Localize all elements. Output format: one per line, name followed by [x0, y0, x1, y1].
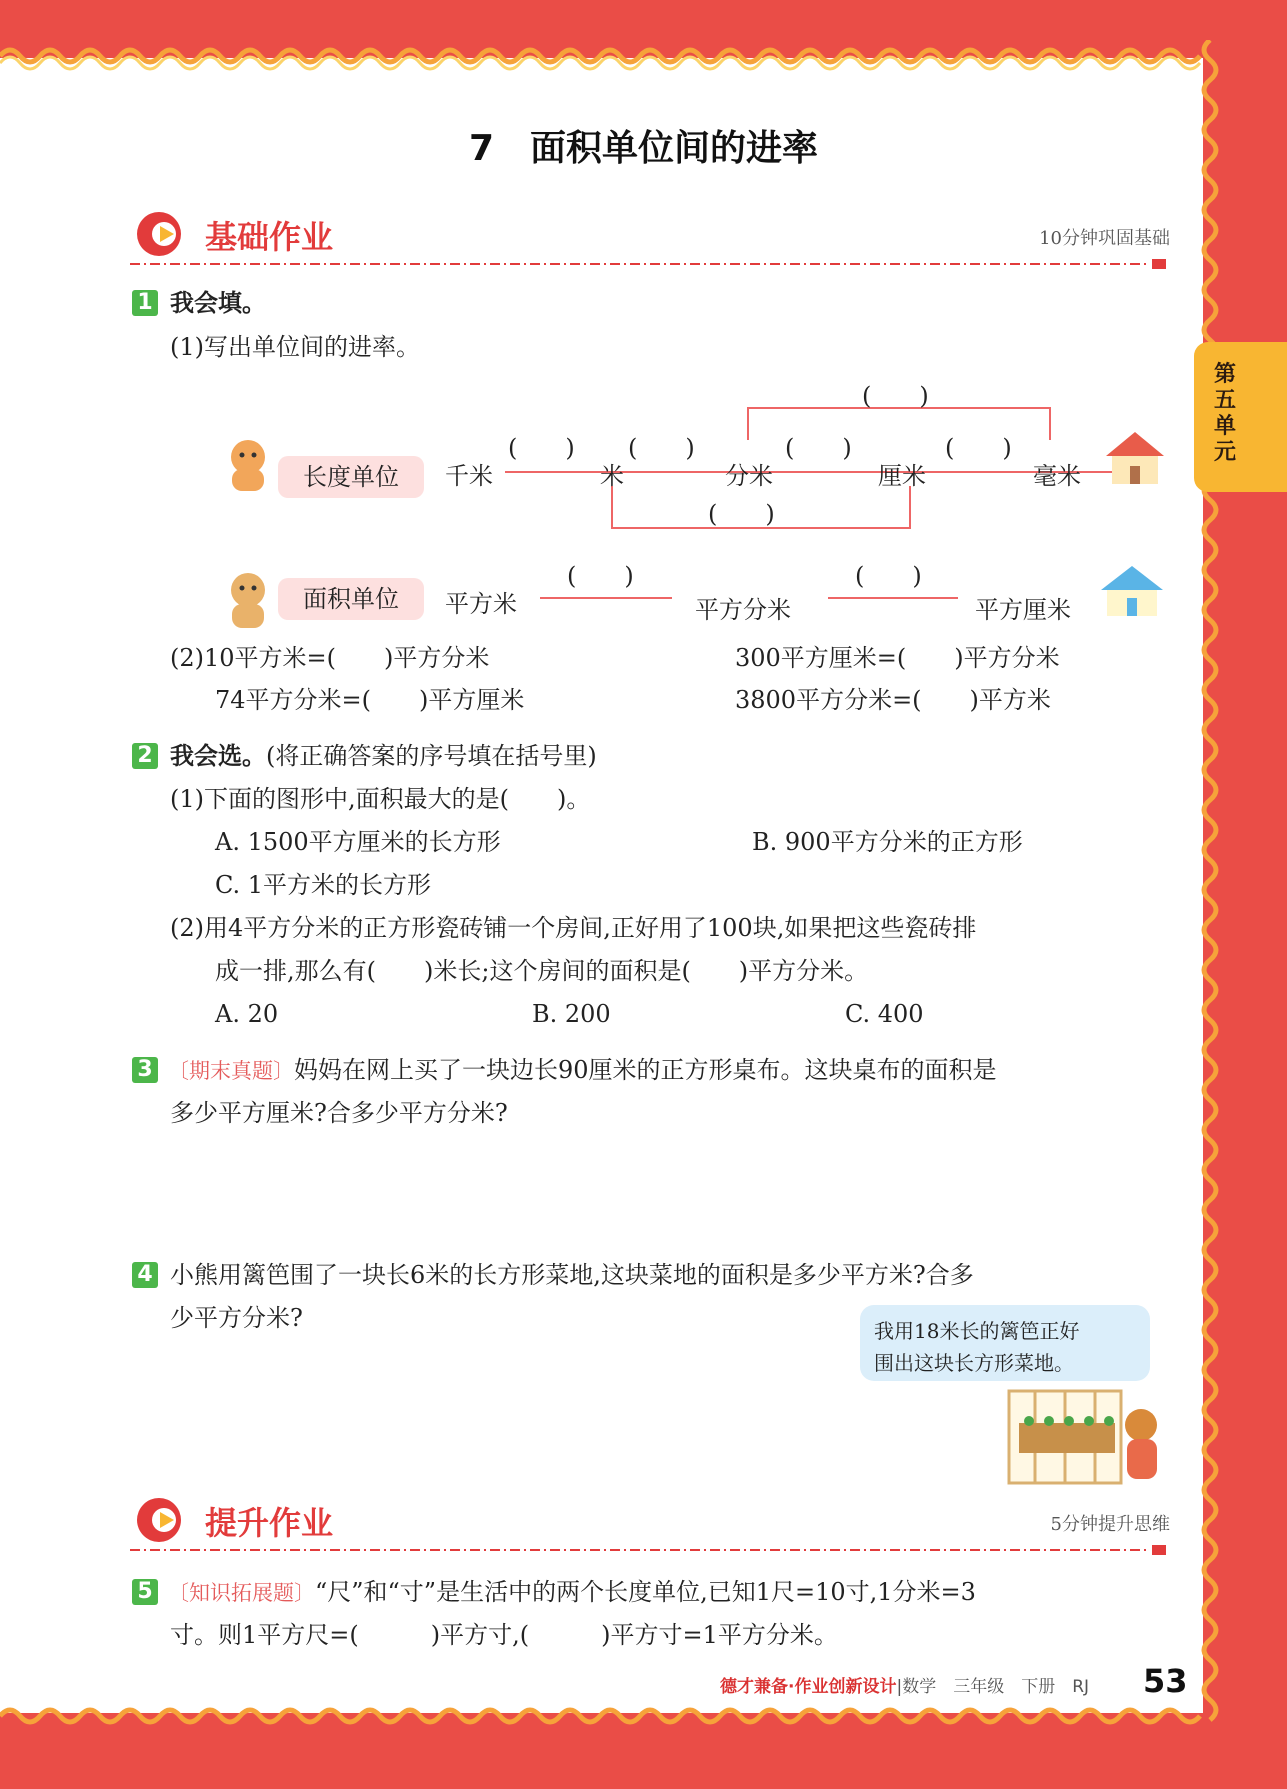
cat-cartoon-icon	[220, 435, 276, 495]
option-b: B. 900平方分米的正方形	[752, 828, 1023, 856]
unit-sq-m: 平方米	[445, 590, 517, 618]
unit-mm: 毫米	[1033, 462, 1081, 490]
footer-text: 德才兼备·作业创新设计|数学 三年级 下册 RJ	[720, 1677, 1090, 1697]
option-b: B. 200	[532, 1000, 611, 1028]
question-number: 4	[132, 1262, 158, 1288]
blank[interactable]: ( )	[708, 500, 775, 528]
blank[interactable]: ( )	[785, 434, 852, 462]
question-text: 〔期末真题〕妈妈在网上买了一块边长90厘米的正方形桌布。这块桌布的面积是	[168, 1056, 997, 1084]
fill-line: (2)10平方米=( )平方分米	[170, 644, 490, 672]
unit-side-tab: 第五单元	[1194, 342, 1287, 492]
bear-garden-illustration	[1005, 1383, 1165, 1488]
length-unit-label: 长度单位	[278, 456, 424, 498]
question-number: 3	[132, 1057, 158, 1083]
house-icon	[1100, 428, 1170, 488]
wavy-border-bottom	[0, 1696, 1210, 1736]
unit-m: 米	[600, 462, 624, 490]
dashed-divider	[130, 1544, 1170, 1556]
sub-question: (2)用4平方分米的正方形瓷砖铺一个房间,正好用了100块,如果把这些瓷砖排	[170, 914, 977, 942]
megaphone-icon	[130, 1492, 188, 1550]
question-number: 1	[132, 290, 158, 316]
fill-line: 74平方分米=( )平方厘米	[215, 686, 525, 714]
question-text-cont: 寸。则1平方尺=( )平方寸,( )平方寸=1平方分米。	[170, 1621, 838, 1649]
unit-cm: 厘米	[878, 462, 926, 490]
question-text-cont: 少平方分米?	[170, 1304, 303, 1332]
blank[interactable]: ( )	[567, 562, 634, 590]
unit-km: 千米	[445, 462, 493, 490]
question-number: 2	[132, 743, 158, 769]
length-unit-diagram	[0, 0, 1287, 640]
house-icon	[1095, 562, 1170, 620]
page-title: 7 面积单位间的进率	[468, 128, 819, 169]
unit-dm: 分米	[725, 462, 773, 490]
section-header-advanced: 提升作业 5分钟提升思维	[130, 1492, 1170, 1552]
question-text: 〔知识拓展题〕“尺”和“寸”是生活中的两个长度单位,已知1尺=10寸,1分米=3	[168, 1578, 976, 1606]
dog-cartoon-icon	[220, 568, 276, 632]
section-header-basic: 基础作业 10分钟巩固基础	[130, 206, 1170, 266]
question-number: 5	[132, 1579, 158, 1605]
sub-question: (1)写出单位间的进率。	[170, 333, 420, 361]
page-number: 53	[1143, 1662, 1188, 1700]
area-unit-label: 面积单位	[278, 578, 424, 620]
option-c: C. 1平方米的长方形	[215, 871, 432, 899]
option-c: C. 400	[845, 1000, 924, 1028]
unit-sq-cm: 平方厘米	[975, 596, 1071, 624]
blank[interactable]: ( )	[508, 434, 575, 462]
sub-question: (1)下面的图形中,面积最大的是( )。	[170, 785, 591, 813]
unit-sq-dm: 平方分米	[695, 596, 791, 624]
option-a: A. 20	[215, 1000, 279, 1028]
speech-bubble: 我用18米长的篱笆正好 围出这块长方形菜地。	[860, 1305, 1150, 1381]
question-text: 小熊用篱笆围了一块长6米的长方形菜地,这块菜地的面积是多少平方米?合多	[170, 1261, 974, 1289]
question-prompt: 我会填。	[170, 289, 266, 317]
question-prompt: 我会选。(将正确答案的序号填在括号里)	[170, 742, 597, 770]
blank[interactable]: ( )	[945, 434, 1012, 462]
option-a: A. 1500平方厘米的长方形	[215, 828, 501, 856]
fill-line: 3800平方分米=( )平方米	[735, 686, 1051, 714]
fill-line: 300平方厘米=( )平方分米	[735, 644, 1060, 672]
blank[interactable]: ( )	[628, 434, 695, 462]
blank[interactable]: ( )	[862, 382, 929, 410]
blank[interactable]: ( )	[855, 562, 922, 590]
sub-question-cont: 成一排,那么有( )米长;这个房间的面积是( )平方分米。	[215, 957, 869, 985]
question-text-cont: 多少平方厘米?合多少平方分米?	[170, 1099, 508, 1127]
